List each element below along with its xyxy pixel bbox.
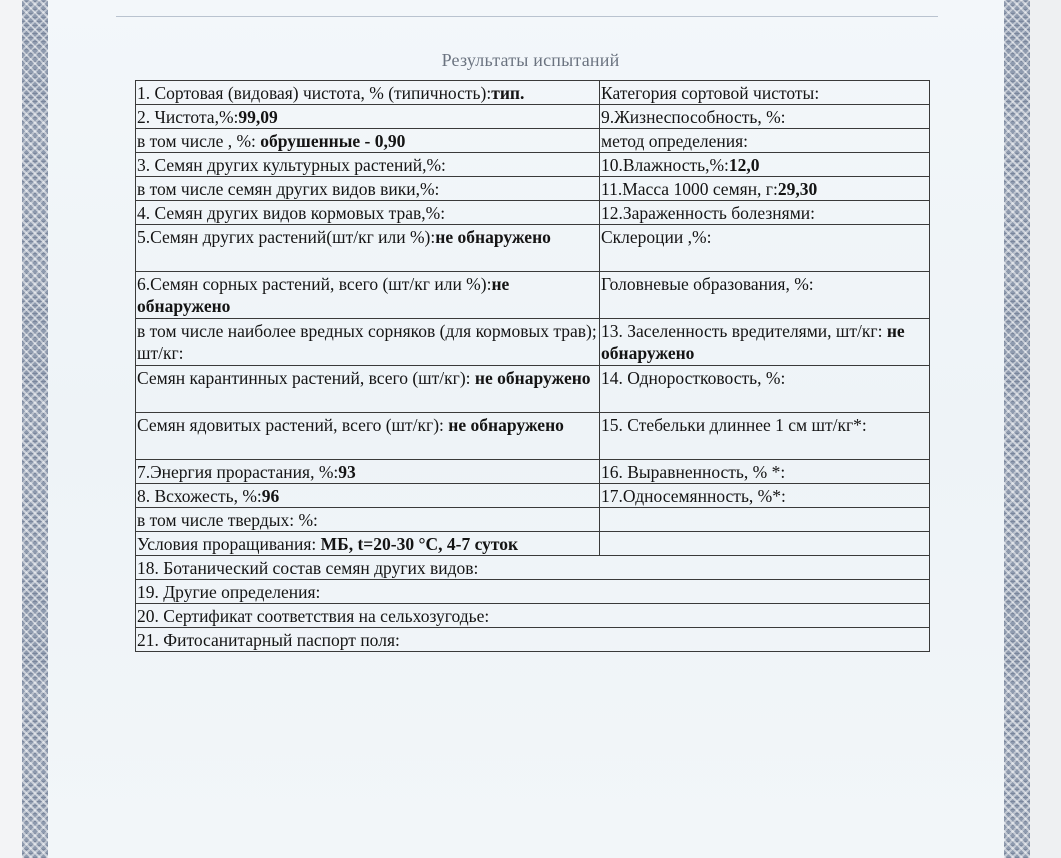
table-row <box>136 201 930 225</box>
table-row-full <box>136 556 930 580</box>
cell-right: метод определения: <box>600 129 930 153</box>
table-row-full <box>136 604 930 628</box>
cell-right <box>600 508 930 532</box>
table-row <box>136 225 930 272</box>
cell-left: в том числе семян других видов вики,%: <box>136 177 600 201</box>
table-row <box>136 460 930 484</box>
section-title: Результаты испытаний <box>441 50 620 70</box>
cell-full: 20. Сертификат соответствия на сельхозугодье: <box>136 604 930 628</box>
page-margin-left <box>0 0 22 858</box>
cell-left: 1. Сортовая (видовая) чистота, % (типичность):тип. <box>136 81 600 105</box>
cell-right: 12.Зараженность болезнями: <box>600 201 930 225</box>
table-row <box>136 272 930 319</box>
cell-left: Условия проращивания: МБ, t=20-30 °C, 4-7 суток <box>136 532 600 556</box>
table-row-full <box>136 628 930 652</box>
cell-full: 21. Фитосанитарный паспорт поля: <box>136 628 930 652</box>
cell-right: Головневые образования, %: <box>600 272 930 319</box>
table-row <box>136 177 930 201</box>
cell-full: 18. Ботанический состав семян других видов: <box>136 556 930 580</box>
cell-left: Семян карантинных растений, всего (шт/кг): не обнаружено <box>136 366 600 413</box>
cell-left: 8. Всхожесть, %:96 <box>136 484 600 508</box>
cell-left: в том числе наиболее вредных сорняков (для кормовых трав); шт/кг: <box>136 319 600 366</box>
table-row <box>136 81 930 105</box>
top-divider <box>116 16 938 17</box>
table-row <box>136 319 930 366</box>
table-row-full <box>136 580 930 604</box>
cell-left: 6.Семян сорных растений, всего (шт/кг или %):не обнаружено <box>136 272 600 319</box>
table-row <box>136 484 930 508</box>
cell-right: 14. Одноростковость, %: <box>600 366 930 413</box>
table-row <box>136 105 930 129</box>
cell-left: 2. Чистота,%:99,09 <box>136 105 600 129</box>
cell-left: 3. Семян других культурных растений,%: <box>136 153 600 177</box>
cell-right: 16. Выравненность, % *: <box>600 460 930 484</box>
cell-right: 10.Влажность,%:12,0 <box>600 153 930 177</box>
cell-right: 13. Заселенность вредителями, шт/кг: не обнаружено <box>600 319 930 366</box>
cell-right: 11.Масса 1000 семян, г:29,30 <box>600 177 930 201</box>
cell-right <box>600 532 930 556</box>
page-margin-right <box>1030 0 1061 858</box>
cell-right: Склероции ,%: <box>600 225 930 272</box>
cell-left: в том числе твердых: %: <box>136 508 600 532</box>
cell-left: Семян ядовитых растений, всего (шт/кг): не обнаружено <box>136 413 600 460</box>
table-row <box>136 532 930 556</box>
cell-left: 5.Семян других растений(шт/кг или %):не обнаружено <box>136 225 600 272</box>
cell-right: 15. Стебельки длиннее 1 см шт/кг*: <box>600 413 930 460</box>
decorative-border-right <box>1004 0 1030 858</box>
table-row <box>136 508 930 532</box>
table-row <box>136 413 930 460</box>
cell-left: 4. Семян других видов кормовых трав,%: <box>136 201 600 225</box>
table-row <box>136 366 930 413</box>
table-row <box>136 153 930 177</box>
cell-right: 9.Жизнеспособность, %: <box>600 105 930 129</box>
cell-right: Категория сортовой чистоты: <box>600 81 930 105</box>
cell-left: в том числе , %: обрушенные - 0,90 <box>136 129 600 153</box>
cell-right: 17.Односемянность, %*: <box>600 484 930 508</box>
cell-full: 19. Другие определения: <box>136 580 930 604</box>
decorative-border-left <box>22 0 48 858</box>
cell-left: 7.Энергия прорастания, %:93 <box>136 460 600 484</box>
test-results-table <box>135 80 930 652</box>
table-row <box>136 129 930 153</box>
